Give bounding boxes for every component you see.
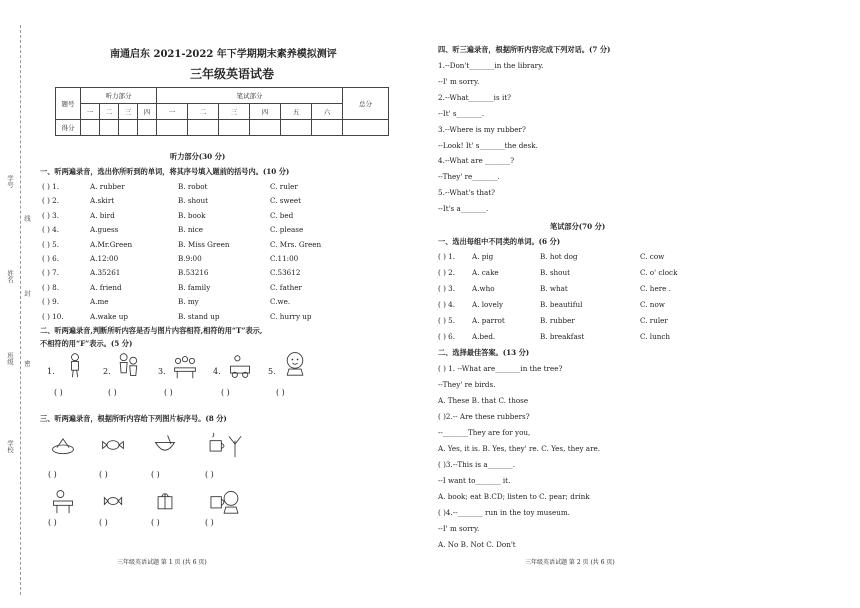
option-b: B. beautiful (540, 300, 583, 309)
dialogue-line: 3.--Where is my rubber? (438, 124, 526, 134)
question-number: ( ) 4. (42, 225, 60, 235)
s2-num: 1. (47, 367, 55, 376)
written-header: 笔试部分 (157, 88, 343, 104)
binding-line (20, 25, 21, 595)
question-number: ( ) 1. (438, 252, 456, 261)
bowl-picture (150, 432, 180, 458)
s2-num: 5. (268, 367, 276, 376)
choice-line: ( )3.--This is a_______. (438, 460, 516, 469)
answer-paren[interactable]: ( ) (164, 388, 173, 397)
answer-paren[interactable]: ( ) (151, 470, 160, 479)
dialogue-line: --They' re_______. (438, 172, 500, 182)
option-b: B. hot dog (540, 252, 578, 261)
w2-title: 二、选择最佳答案。(13 分) (438, 348, 530, 357)
sidebar-school: 学校 (6, 440, 14, 453)
choice-line: A. No B. Not C. Don't (438, 540, 516, 549)
total-header: 总分 (343, 88, 389, 120)
s1-title: 一、听两遍录音，选出你所听到的单词，将其序号填入题前的括号内。(10 分) (40, 167, 290, 176)
sidebar-name: 姓名 (6, 270, 14, 283)
dialogue-line: --I' m sorry. (438, 76, 480, 86)
option-b: B. shout (540, 268, 571, 277)
s3-title: 三、听两遍录音，根据所听内容给下列图片标序号。(8 分) (40, 414, 227, 423)
option-c: C. here . (640, 284, 671, 293)
score-cell[interactable] (219, 120, 250, 136)
choice-line: ( )2.-- Are these rubbers? (438, 412, 530, 421)
option-c: C. Mrs. Green (270, 239, 322, 249)
question-number: ( ) 7. (42, 268, 60, 278)
question-number: ( ) 6. (42, 254, 60, 263)
answer-paren[interactable]: ( ) (99, 470, 108, 479)
choice-line: A. book; eat B.CD; listen to C. pear; drink (438, 492, 590, 501)
listen-col: 三 (119, 104, 138, 120)
page-subtitle: 三年级英语试卷 (190, 67, 275, 81)
score-cell[interactable] (281, 120, 312, 136)
question-number: ( ) 6. (438, 332, 456, 341)
option-a: A. friend (90, 282, 122, 292)
kid-desk-picture (48, 488, 78, 514)
question-number: ( ) 8. (42, 282, 60, 292)
score-cell[interactable] (81, 120, 100, 136)
option-c: C. ruler (270, 182, 298, 191)
option-c: C. please (270, 225, 304, 235)
option-a: A. cake (472, 268, 499, 277)
written-col: 三 (219, 104, 250, 120)
option-a: A. rubber (90, 182, 125, 191)
question-number: ( ) 1. (42, 182, 60, 191)
option-c: C.11:00 (270, 254, 299, 263)
child-face-picture (216, 488, 246, 514)
boy-standing-picture (60, 352, 90, 378)
listening-title: 听力部分(30 分) (170, 152, 226, 161)
choice-line: ( ) 1. --What are_______in the tree? (438, 364, 563, 373)
option-a: A. parrot (472, 316, 505, 325)
option-c: C. o' clock (640, 268, 678, 277)
family-table-picture (170, 354, 200, 380)
option-a: A.35261 (90, 268, 121, 278)
food-plate-picture (48, 432, 78, 458)
option-b: B. my (178, 297, 199, 307)
option-b: B. shout (178, 196, 209, 206)
toy-car-picture (225, 354, 255, 380)
choice-line: A. Yes, it is. B. Yes, they' re. C. Yes, they are. (438, 444, 601, 453)
option-b: B. book (178, 210, 206, 220)
page-title: 南通启东 2021-2022 年下学期期末素养模拟测评 (110, 49, 337, 60)
written-title: 笔试部分(70 分) (550, 222, 606, 231)
question-number: ( ) 5. (438, 316, 456, 325)
option-c: C. bed (270, 210, 294, 220)
option-c: C. father (270, 282, 302, 292)
listen-col: 四 (138, 104, 157, 120)
option-a: A.skirt (90, 196, 115, 206)
dialogue-line: --It' s_______. (438, 108, 484, 118)
sweets-picture (98, 488, 128, 514)
sidebar-seal: 密 (23, 360, 31, 367)
option-a: A.12:00 (90, 254, 119, 263)
option-b: B. nice (178, 225, 204, 235)
option-b: B. rubber (540, 316, 575, 325)
score-cell[interactable] (100, 120, 119, 136)
answer-paren[interactable]: ( ) (99, 518, 108, 527)
option-a: A.who (472, 284, 495, 293)
sidebar-class: 班级 (6, 352, 14, 365)
question-number: ( ) 2. (42, 196, 60, 206)
choice-line: --I' m sorry. (438, 524, 480, 533)
written-col: 四 (250, 104, 281, 120)
choice-line: A. These B. that C. those (438, 396, 529, 405)
answer-paren[interactable]: ( ) (151, 518, 160, 527)
option-c: C. hurry up (270, 311, 312, 321)
s2-title-line2: 不相符的用“F”表示。(5 分) (40, 339, 133, 348)
dialogue-line: --It's a_______. (438, 204, 489, 214)
score-cell[interactable] (250, 120, 281, 136)
option-b: B. what (540, 284, 568, 293)
s2-num: 3. (158, 367, 166, 376)
option-a: A.guess (90, 225, 119, 235)
answer-paren[interactable]: ( ) (48, 470, 57, 479)
option-a: A.wake up (90, 311, 129, 321)
option-a: A. lovely (472, 300, 504, 309)
answer-paren[interactable]: ( ) (276, 388, 285, 397)
answer-paren[interactable]: ( ) (48, 518, 57, 527)
answer-paren[interactable]: ( ) (205, 518, 214, 527)
s4-title: 四、听三遍录音，根据所听内容完成下列对话。(7 分) (438, 45, 611, 54)
written-col: 六 (312, 104, 343, 120)
option-b: B. breakfast (540, 332, 585, 341)
answer-paren[interactable]: ( ) (221, 388, 230, 397)
dialogue-line: --Look! It' s_______the desk. (438, 140, 538, 150)
option-c: C. lunch (640, 332, 671, 341)
w1-title: 一、选出每组中不同类的单词。(6 分) (438, 237, 561, 246)
score-cell[interactable] (312, 120, 343, 136)
written-col: 五 (281, 104, 312, 120)
option-b: B. stand up (178, 311, 220, 321)
dialogue-line: 1.--Don't_______in the library. (438, 61, 544, 70)
option-c: C. ruler (640, 316, 668, 325)
option-c: C. cow (640, 252, 665, 261)
s2-num: 2. (103, 367, 111, 376)
candy-picture (98, 432, 128, 458)
option-c: C.53612 (270, 268, 301, 278)
listening-header: 听力部分 (81, 88, 157, 104)
choice-line: --They' re birds. (438, 380, 496, 389)
footer-page1: 三年级英语试题 第 1 页 (共 6 页) (117, 559, 207, 566)
footer-page2: 三年级英语试题 第 2 页 (共 6 页) (525, 559, 615, 566)
option-a: A.bed. (472, 332, 496, 341)
score-cell[interactable] (343, 120, 389, 136)
score-cell[interactable] (188, 120, 219, 136)
option-a: A. pig (472, 252, 494, 261)
listen-col: 二 (100, 104, 119, 120)
answer-paren[interactable]: ( ) (205, 470, 214, 479)
option-a: A.Mr.Green (90, 239, 133, 249)
answer-paren[interactable]: ( ) (108, 388, 117, 397)
option-b: B. Miss Green (178, 239, 230, 249)
sidebar-seal3: 线 (23, 215, 31, 222)
question-number: ( ) 2. (438, 268, 456, 277)
question-number: ( ) 10. (42, 311, 64, 321)
score-cell[interactable] (138, 120, 157, 136)
score-table (55, 87, 389, 136)
s2-title: 二、听两遍录音,判断所听内容是否与图片内容相符,相符的用“T”表示, (40, 326, 263, 335)
score-cell[interactable] (119, 120, 138, 136)
option-b: B. robot (178, 182, 208, 191)
score-label: 得分 (56, 120, 81, 136)
dialogue-line: 5.--What's that? (438, 188, 496, 198)
s2-num: 4. (213, 367, 221, 376)
score-cell[interactable] (157, 120, 188, 136)
option-c: C.we. (270, 297, 291, 307)
kids-playing-picture (113, 352, 143, 378)
option-c: C. sweet (270, 196, 302, 206)
choice-line: ( )4.--_______ run in the toy museum. (438, 508, 570, 517)
option-b: B.53216 (178, 268, 209, 278)
option-b: B.9:00 (178, 254, 202, 263)
question-number: ( ) 4. (438, 300, 456, 309)
written-col: 一 (157, 104, 188, 120)
answer-paren[interactable]: ( ) (54, 388, 63, 397)
girl-face-picture (280, 350, 310, 376)
option-a: A.me (90, 297, 109, 307)
option-c: C. now (640, 300, 665, 309)
listen-col: 一 (81, 104, 100, 120)
score-table-header: 题号 (56, 88, 81, 120)
dialogue-line: 4.--What are _______? (438, 156, 515, 166)
question-number: ( ) 3. (438, 284, 456, 293)
dialogue-line: 2.--What_______is it? (438, 92, 511, 102)
tree-picture (220, 432, 250, 458)
option-b: B. family (178, 282, 211, 292)
option-a: A. bird (90, 210, 115, 220)
question-number: ( ) 5. (42, 239, 60, 249)
choice-line: --_______They are for you, (438, 428, 531, 437)
written-col: 二 (188, 104, 219, 120)
question-number: ( ) 3. (42, 210, 60, 220)
choice-line: --I want to_______ it. (438, 476, 511, 485)
gift-picture (150, 488, 180, 514)
sidebar-seal2: 封 (23, 290, 31, 297)
question-number: ( ) 9. (42, 297, 60, 307)
sidebar-id: 学号 (6, 175, 14, 188)
